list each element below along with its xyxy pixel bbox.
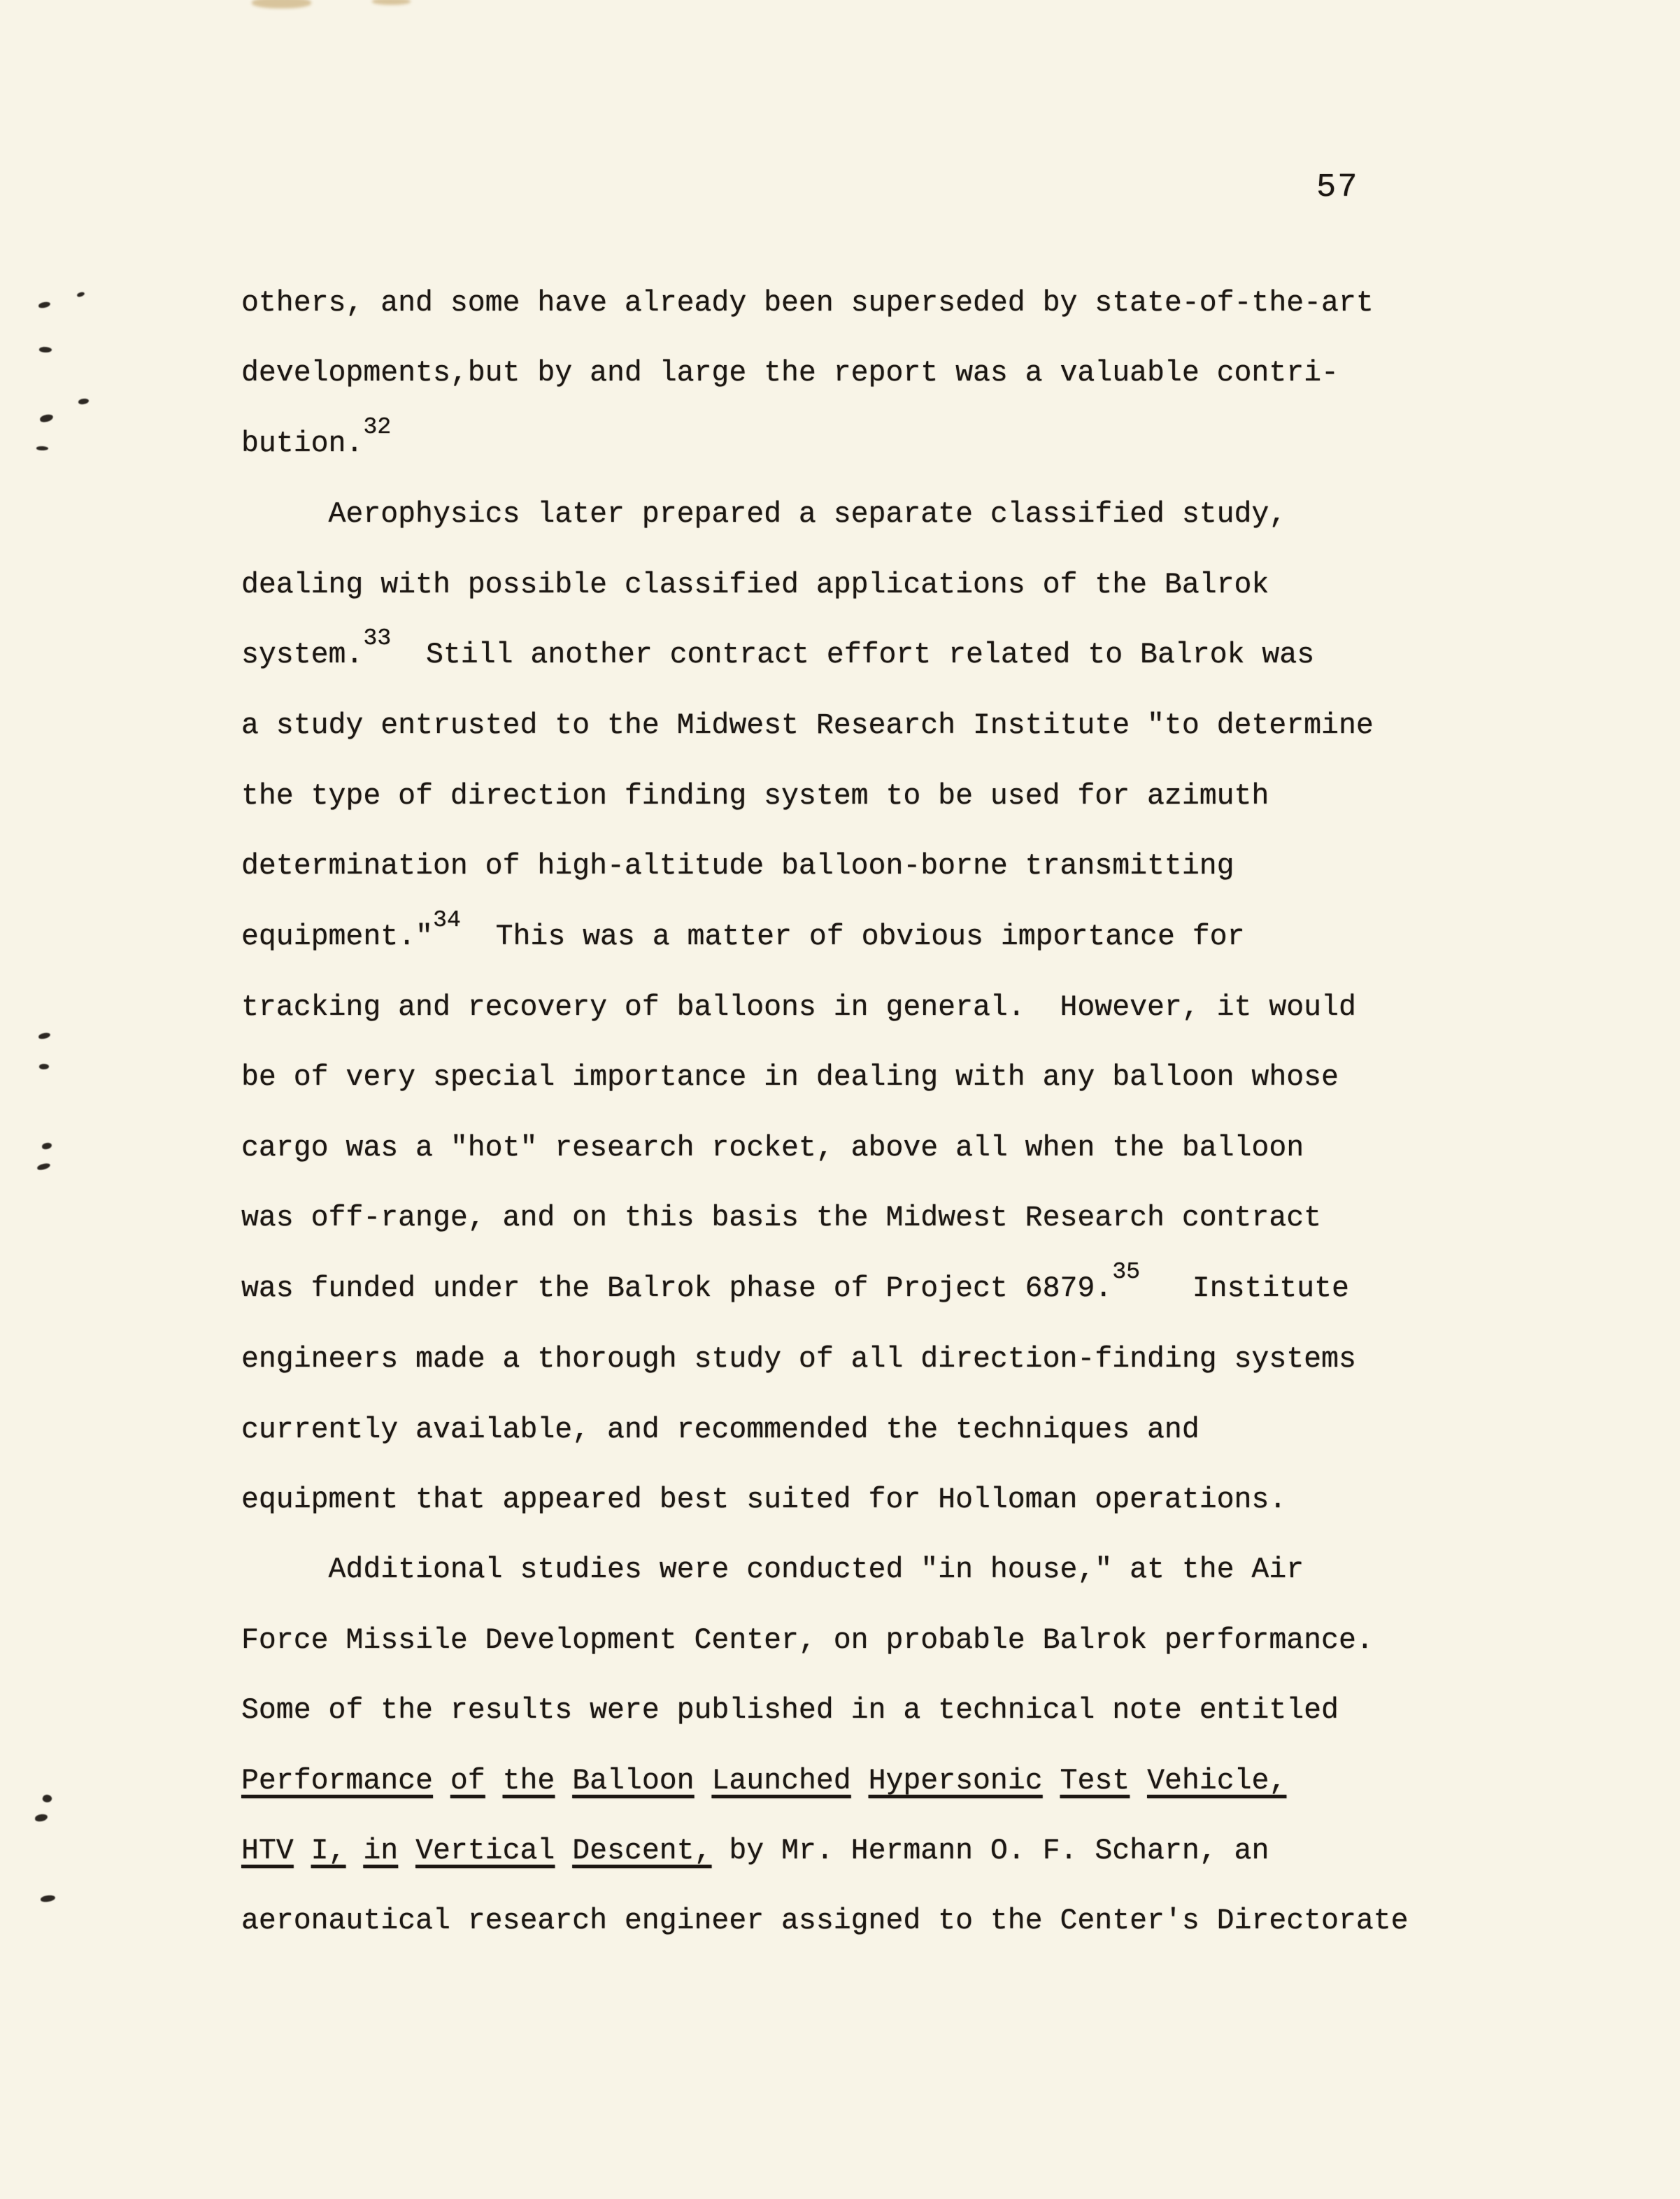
text-line — [241, 691, 1430, 761]
text-line — [241, 1395, 1430, 1465]
text-line — [241, 1325, 1430, 1395]
text-segment: was funded under the Balrok phase of Project 6879. — [241, 1272, 1113, 1305]
text-segment — [485, 1765, 503, 1798]
text-line — [241, 1606, 1430, 1676]
text-segment — [398, 1835, 415, 1867]
text-segment: determination of high-altitude balloon-borne transmitting — [241, 850, 1234, 883]
text-line — [241, 1535, 1430, 1605]
underlined-title-word: the — [502, 1764, 555, 1798]
text-segment — [695, 1765, 712, 1798]
text-line — [241, 902, 1430, 973]
text-segment: be of very special importance in dealing with any balloon whose — [241, 1061, 1339, 1095]
ink-speck — [36, 1162, 50, 1171]
text-segment: tracking and recovery of balloons in general. However, it would — [241, 991, 1356, 1025]
text-line — [241, 1183, 1430, 1253]
text-line — [241, 973, 1430, 1043]
body-text — [241, 269, 1430, 1957]
text-line — [241, 620, 1430, 691]
text-segment — [1043, 1765, 1060, 1798]
text-segment — [851, 1765, 869, 1798]
text-line — [241, 1254, 1430, 1325]
ink-speck — [41, 1895, 56, 1902]
underlined-title-word: I, — [311, 1834, 346, 1867]
text-line — [241, 832, 1430, 902]
text-segment: cargo was a "hot" research rocket, above all when the balloon — [241, 1131, 1304, 1165]
text-line — [241, 1886, 1430, 1956]
underlined-title-word: Test — [1060, 1764, 1130, 1798]
text-line — [241, 269, 1430, 339]
text-line — [241, 1465, 1430, 1535]
ink-speck — [38, 301, 51, 308]
text-segment: This was a matter of obvious importance for — [460, 920, 1245, 953]
underlined-title-word: HTV — [241, 1834, 294, 1867]
text-segment: equipment that appeared best suited for Holloman operations. — [241, 1483, 1287, 1516]
text-segment: was off-range, and on this basis the Midwest Research contract — [241, 1202, 1322, 1235]
ink-speck — [36, 446, 48, 450]
footnote-reference: 33 — [363, 625, 392, 652]
underlined-title-word: Performance — [241, 1764, 433, 1798]
underlined-title-word: Balloon — [572, 1764, 695, 1798]
text-segment: others, and some have already been superseded by state-of-the-art — [241, 287, 1374, 320]
text-segment: dealing with possible classified applications of the Balrok — [241, 568, 1269, 602]
text-segment: Additional studies were conducted "in house," at the Air — [241, 1553, 1304, 1587]
text-line — [241, 1043, 1430, 1113]
text-segment: system. — [241, 639, 364, 672]
ink-speck — [42, 1793, 53, 1803]
underlined-title-word: of — [450, 1764, 485, 1798]
text-line — [241, 1816, 1430, 1886]
text-segment: Force Missile Development Center, on probable Balrok performance. — [241, 1623, 1374, 1657]
text-segment — [433, 1765, 450, 1798]
paper-smudge — [372, 0, 411, 5]
text-line — [241, 1113, 1430, 1183]
text-segment: a study entrusted to the Midwest Research Institute "to determine — [241, 709, 1374, 743]
ink-speck — [38, 1032, 50, 1040]
underlined-title-word: in — [363, 1834, 399, 1867]
text-segment: by Mr. Hermann O. F. Scharn, an — [711, 1834, 1269, 1867]
ink-speck — [39, 413, 53, 422]
text-segment: bution. — [241, 427, 364, 460]
text-segment: Institute — [1140, 1272, 1349, 1305]
text-segment: Aerophysics later prepared a separate classified study, — [241, 498, 1287, 532]
ink-speck — [76, 292, 85, 297]
text-segment: engineers made a thorough study of all direction-finding systems — [241, 1343, 1356, 1376]
text-line — [241, 1676, 1430, 1746]
text-segment: Still another contract effort related to Balrok was — [391, 639, 1315, 672]
text-line — [241, 339, 1430, 408]
footnote-reference: 35 — [1112, 1258, 1141, 1285]
underlined-title-word: Launched — [711, 1764, 851, 1798]
footnote-reference: 34 — [432, 906, 461, 933]
footnote-reference: 32 — [363, 413, 392, 440]
ink-speck — [78, 398, 90, 404]
text-segment: developments,but by and large the report was a valuable contri- — [241, 357, 1339, 390]
ink-speck — [35, 1814, 48, 1822]
underlined-title-word: Hypersonic — [868, 1764, 1043, 1798]
text-segment — [1130, 1765, 1147, 1798]
page-number: 57 — [1316, 169, 1359, 206]
text-segment — [346, 1835, 363, 1867]
text-segment: equipment." — [241, 920, 433, 953]
text-line — [241, 409, 1430, 480]
text-segment — [294, 1835, 311, 1867]
text-segment — [555, 1835, 572, 1867]
text-segment: the type of direction finding system to be used for azimuth — [241, 779, 1269, 813]
text-line — [241, 762, 1430, 832]
text-segment: Some of the results were published in a technical note entitled — [241, 1694, 1339, 1728]
text-line — [241, 550, 1430, 620]
ink-speck — [39, 346, 52, 353]
text-line — [241, 1746, 1430, 1816]
underlined-title-word: Descent, — [572, 1834, 712, 1867]
text-segment: aeronautical research engineer assigned to the Center's Directorate — [241, 1905, 1409, 1938]
underlined-title-word: Vertical — [415, 1834, 555, 1867]
paper-smudge — [252, 0, 311, 8]
ink-speck — [39, 1063, 50, 1069]
text-segment: currently available, and recommended the techniques and — [241, 1413, 1200, 1446]
ink-speck — [42, 1142, 52, 1149]
underlined-title-word: Vehicle, — [1147, 1764, 1287, 1798]
text-line — [241, 480, 1430, 550]
text-segment — [555, 1765, 572, 1798]
